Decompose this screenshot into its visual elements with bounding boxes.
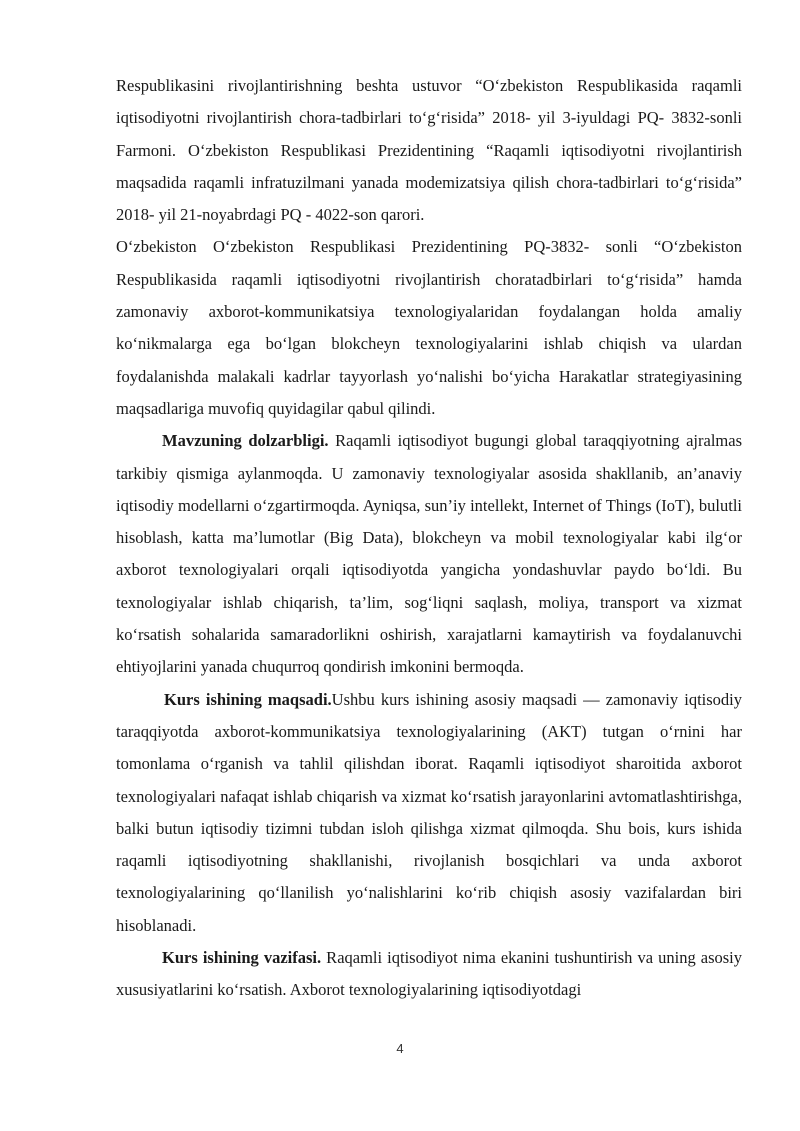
section-heading-goal: Kurs ishining maqsadi. (164, 689, 332, 709)
paragraph-text: Ushbu kurs ishining asosiy maqsadi — zamonaviy iqtisodiy taraqqiyotda axborot-kommunikatsiya texnologiyalarining (AKT) tutgan oʻrnini har tomonlama oʻrganish va tahlil qilishdan iborat. Raqamli iqtisodiyot sharoitida axborot texnologiyalari nafaqat ishlab chiqarish va xizmat koʻrsatish jarayonlarini avtomatlashtirishga, balki butun iqtisodiy tizimni tubdan isloh qilishga xizmat qilmoqda. Shu bois, kurs ishida raqamli iqtisodiyotning shakllanishi, rivojlanish bosqichlari va unda axborot texnologiyalarining qoʻllanilish yoʻnalishlarini koʻrib chiqish asosiy vazifalardan biri hisoblanadi. (116, 689, 743, 935)
paragraph-text: Respublikasini rivojlantirishning beshta ustuvor “Oʻzbekiston Respublikasida raqamli iqtisodiyotni rivojlantirish chora-tadbirlari toʻgʻrisida” 2018- yil 3-iyuldagi PQ- 3832-sonli Farmoni. Oʻzbekiston Respublikasi Prezidentining “Raqamli iqtisodiyotni rivojlantirish maqsadida raqamli infratuzilmani yanada modemizatsiya qilish chora-tadbirlari toʻgʻrisida” 2018- yil 21-noyabrdagi PQ - 4022-son qarori. (116, 76, 742, 225)
paragraph-text: Raqamli iqtisodiyot bugungi global taraqqiyotning ajralmas tarkibiy qismiga aylanmoqda. U zamonaviy texnologiyalar asosida shakllanib, an’anaviy iqtisodiy modellarni oʻzgartirmoqda. Ayniqsa, sun’iy intellekt, Internet of Things (IoT), bulutli hisoblash, katta ma’lumotlar (Big Data), blokcheyn va mobil texnologiyalar kabi ilgʻor axborot texnologiyalari orqali iqtisodiyotda yangicha yondashuvlar paydo boʻldi. Bu texnologiyalar ishlab chiqarish, ta’lim, sogʻliqni saqlash, moliya, transport va xizmat koʻrsatish sohalarida samaradorlikni oshirish, xarajatlarni kamaytirish va foydalanuvchi ehtiyojlarini yanada chuqurroq qondirish imkonini bermoqda. (116, 431, 742, 677)
paragraph-text: Raqamli iqtisodiyot nima ekanini tushuntirish va uning asosiy xususiyatlarini koʻrsatish. Axborot texnologiyalarining iqtisodiyotdagi (116, 948, 742, 1000)
paragraph-relevance (116, 425, 742, 683)
page-number: 4 (396, 1041, 404, 1056)
paragraph-adopted-measures (116, 231, 742, 425)
paragraph-decrees (116, 70, 742, 231)
section-heading-relevance: Mavzuning dolzarbligi. (162, 431, 329, 451)
document-body (116, 70, 742, 1007)
paragraph-text: Oʻzbekiston Oʻzbekiston Respublikasi Prezidentining PQ-3832- sonli “Oʻzbekiston Respublikasida raqamli iqtisodiyotni rivojlantirish choratadbirlari toʻgʻrisida” hamda zamonaviy axborot-kommunikatsiya texnologiyalaridan foydalangan holda amaliy koʻnikmalarga ega boʻlgan blokcheyn texnologiyalarini ishlab chiqish va ulardan foydalanishda malakali kadrlar tayyorlash yoʻnalishi boʻyicha Harakatlar strategiyasining maqsadlariga muvofiq quyidagilar qabul qilindi. (116, 237, 742, 418)
paragraph-tasks (116, 942, 742, 1007)
paragraph-goal (116, 684, 742, 942)
section-heading-tasks: Kurs ishining vazifasi. (162, 948, 322, 968)
